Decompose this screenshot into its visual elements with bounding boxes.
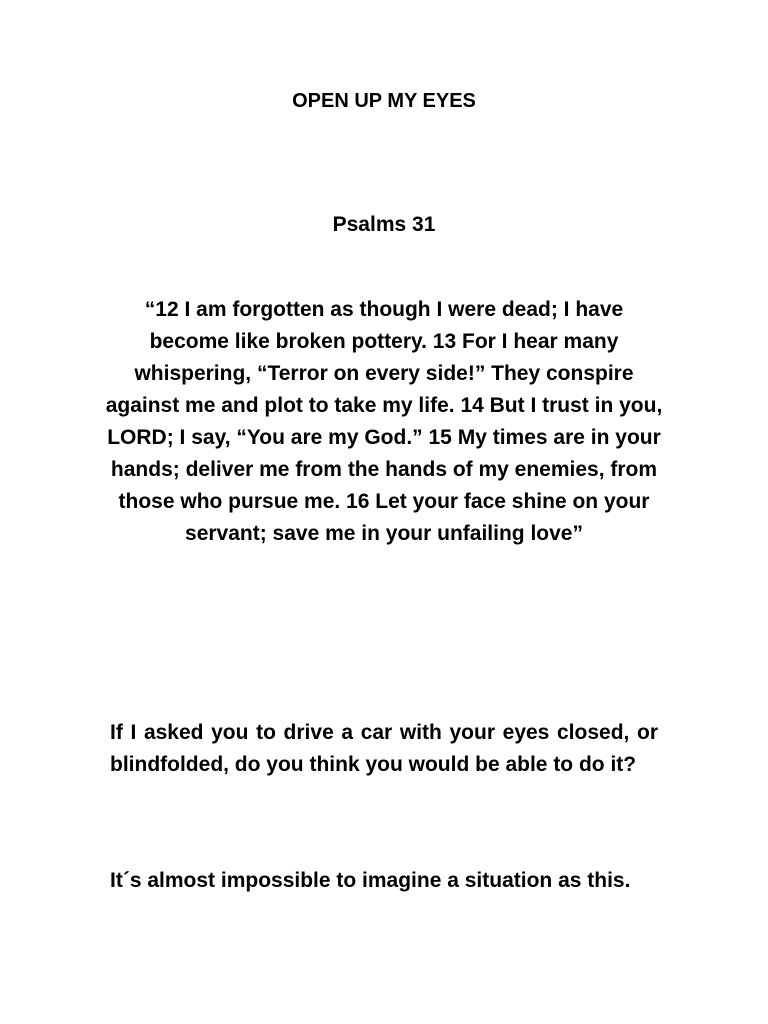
body-paragraph: If I asked you to drive a car with your eyes closed, or blindfolded, do you think you would be able to do it? [110,721,658,776]
document-title: OPEN UP MY EYES [292,90,476,112]
scripture-quote: “12 I am forgotten as though I were dead; I have become like broken pottery. 13 For I hear many whispering, “Terror on every side!” They conspire against me and plot to take my life. 14 But I trust in you, LORD; I say, “You are my God.” 15 My times are in your hands; deliver me from the hands of my enemies, from those who pursue me. 16 Let your face shine on your servant; save me in your unfailing love” [105,298,663,545]
scripture-reference: Psalms 31 [332,213,436,236]
body-paragraph: It´s almost impossible to imagine a situation as this. [110,869,631,892]
